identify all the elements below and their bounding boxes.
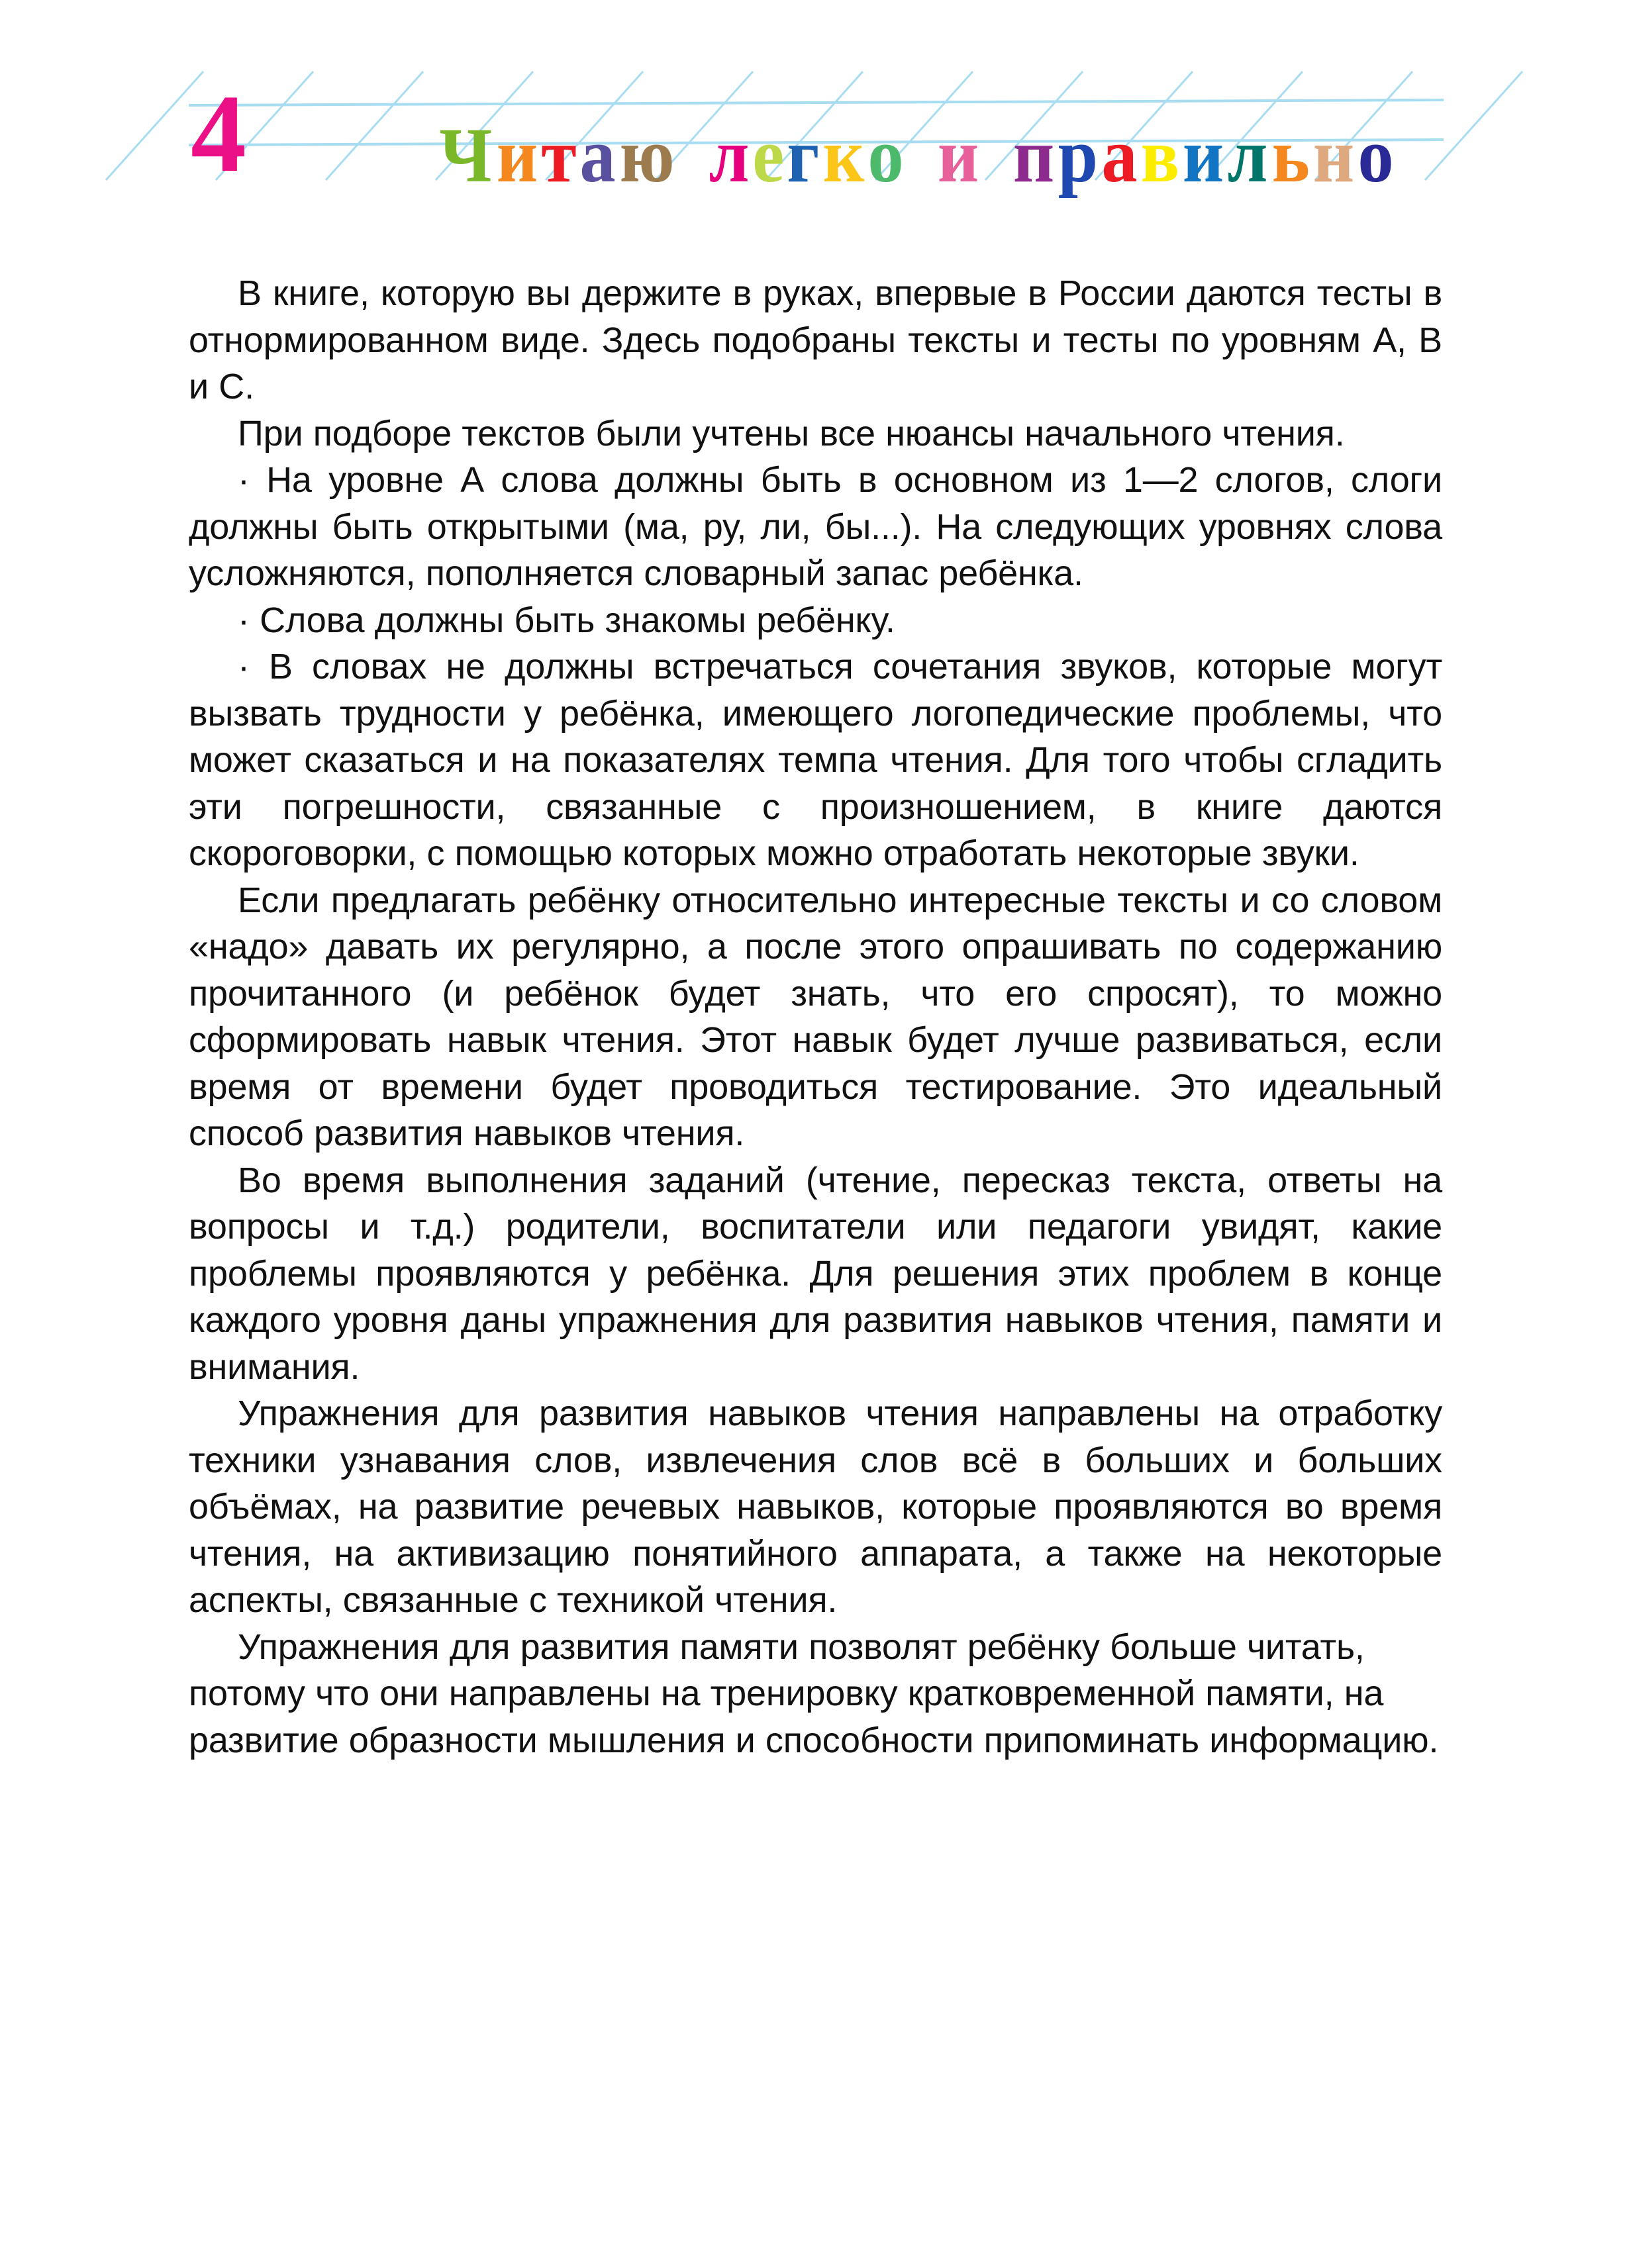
bullet-paragraph: · Слова должны быть знакомы ребёнку. [238,600,895,640]
page-title [437,112,1395,199]
body-paragraph: Упражнения для развития навыков чтения направлены на отработку техники узнавания слов, извлечения слов всё в больших и больших объёмах, на развитие речевых навыков, которые проявляются во время чтения, на активизацию понятийного аппарата, а также на некоторые аспекты, связанные с техникой чтения. [189,1394,1442,1620]
title-letter: н [1312,112,1355,199]
title-letter: а [1101,112,1138,199]
title-letter: е [752,112,785,199]
title-letter: и [937,112,979,199]
title-letter: Ч [439,112,493,199]
title-letter: ь [1271,112,1310,199]
title-letter: ю [619,112,675,199]
title-letter: о [867,112,904,199]
title-letter: в [1140,112,1179,199]
bullet-paragraph: · На уровне А слова должны быть в основном из 1—2 слогов, слоги должны быть открытыми (ма, ру, ли, бы...). На следующих уровнях слова усложняются, пополняется словарный запас ребёнка. [189,460,1442,593]
title-letter: и [1183,112,1224,199]
body-paragraph: В книге, которую вы держите в руках, впервые в России даются тесты в отнормированном виде. Здесь подобраны тексты и тесты по уровням А, В и С. [189,273,1442,406]
body-paragraph: Если предлагать ребёнку относительно интересные тексты и со словом «надо» давать их регулярно, а после этого опрашивать по содержанию прочитанного (и ребёнок будет знать, что его спросят), то можно сформировать навык чтения. Этот навык будет лучше развиваться, если время от времени будет проводиться тестирование. Это идеальный способ развития навыков чтения. [189,880,1442,1153]
body-paragraph: При подборе текстов были учтены все нюансы начального чтения. [238,413,1345,453]
body-paragraph: Упражнения для развития памяти позволят ребёнку больше читать, потому что они направлены на тренировку кратковременной памяти, на развитие образности мышления и способности припоминать информацию. [189,1627,1439,1760]
title-letter: г [787,112,820,199]
page-number: 4 [191,72,245,195]
title-word [437,112,677,199]
title-letter: о [1357,112,1394,199]
title-word [707,112,905,199]
title-letter: л [709,112,750,199]
title-letter: р [1058,112,1098,199]
title-word [936,112,981,199]
body-paragraph: Во время выполнения заданий (чтение, пересказ текста, ответы на вопросы и т.д.) родители, воспитатели или педагоги увидят, какие проблемы проявляются у ребёнка. Для решения этих проблем в конце каждого уровня даны упражнения для развития навыков чтения, памяти и внимания. [189,1160,1442,1387]
article-body [189,270,1442,1764]
title-letter: п [1012,112,1055,199]
title-letter: л [1227,112,1268,199]
title-word [1011,112,1395,199]
title-letter: к [822,112,865,199]
title-letter: а [579,112,616,199]
bullet-paragraph: · В словах не должны встречаться сочетания звуков, которые могут вызвать трудности у ребёнка, имеющего логопедические проблемы, что может сказаться и на показателях темпа чтения. Для того чтобы сгладить эти погрешности, связанные с произношением, в книге даются скороговорки, с помощью которых можно отработать некоторые звуки. [189,647,1442,873]
title-letter: т [540,112,577,199]
page-header [0,0,1627,265]
title-letter: и [496,112,538,199]
